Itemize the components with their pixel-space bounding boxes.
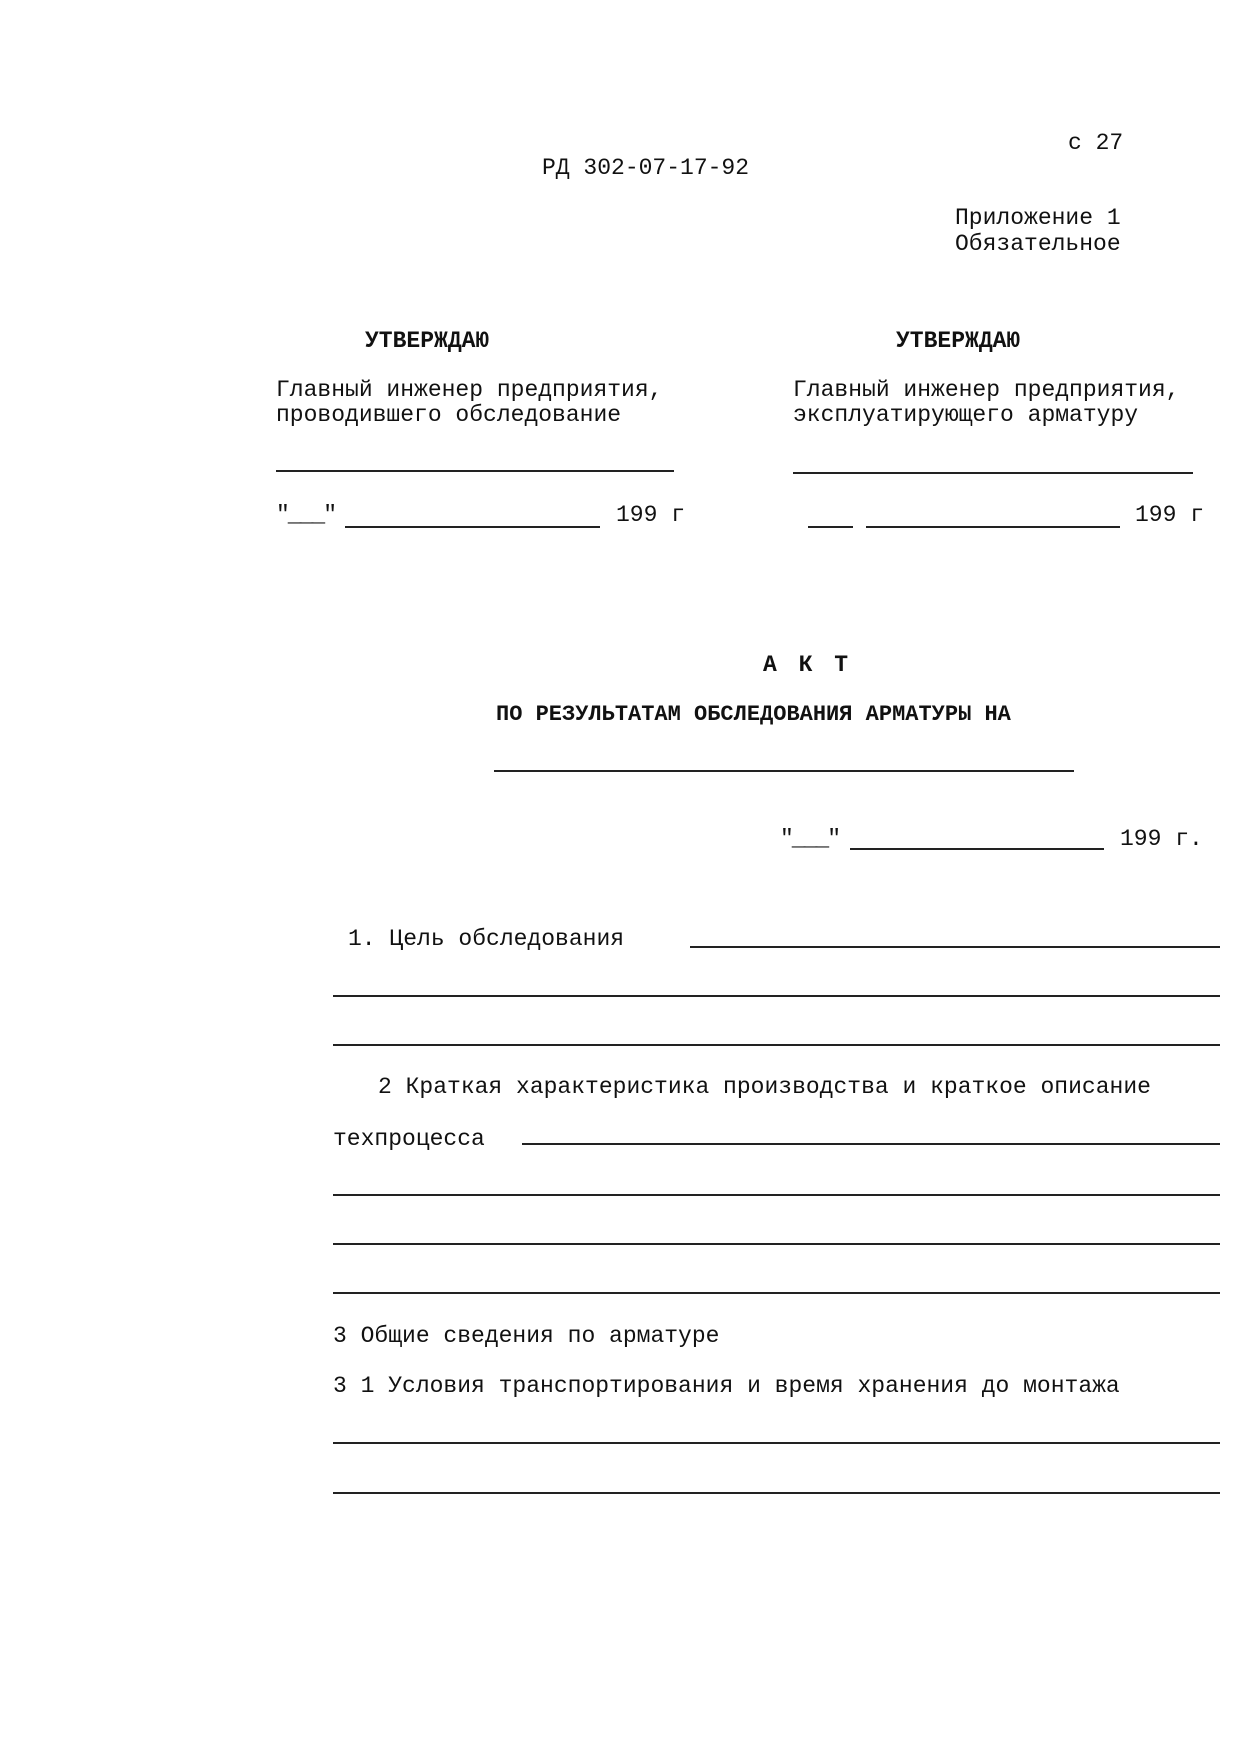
act-object-line xyxy=(494,770,1074,772)
left-approval-line2: проводившего обследование xyxy=(276,402,622,428)
left-date-quotes: "___" xyxy=(276,502,336,528)
act-subtitle: ПО РЕЗУЛЬТАТАМ ОБСЛЕДОВАНИЯ АРМАТУРЫ НА xyxy=(496,702,1011,727)
section-1-label: 1. Цель обследования xyxy=(348,926,625,952)
right-approval-line2: эксплуатирующего арматуру xyxy=(793,402,1139,428)
appendix-label: Приложение 1 xyxy=(955,205,1121,231)
section-1-fill-line xyxy=(690,946,1220,948)
act-date-line xyxy=(850,848,1104,850)
left-year: 199 г xyxy=(616,502,686,528)
right-date-line xyxy=(866,526,1120,528)
right-day-line xyxy=(808,526,853,528)
section-3-1-label: 3 1 Условия транспортирования и время хранения до монтажа xyxy=(333,1373,1120,1399)
section-3-label: 3 Общие сведения по арматуре xyxy=(333,1323,720,1349)
right-approval-heading: УТВЕРЖДАЮ xyxy=(896,328,1021,354)
section-2-line-3 xyxy=(333,1243,1220,1245)
right-approval-line1: Главный инженер предприятия, xyxy=(793,377,1180,403)
doc-code: РД 302-07-17-92 xyxy=(542,155,750,181)
section-2-line-4 xyxy=(333,1292,1220,1294)
act-year: 199 г. xyxy=(1120,826,1203,852)
right-signature-line xyxy=(793,472,1193,474)
right-year: 199 г xyxy=(1135,502,1205,528)
appendix-type: Обязательное xyxy=(955,231,1121,257)
section-3-1-line-1 xyxy=(333,1442,1220,1444)
page-number: с 27 xyxy=(1068,130,1124,156)
left-approval-heading: УТВЕРЖДАЮ xyxy=(365,328,490,354)
section-1-line-3 xyxy=(333,1044,1220,1046)
left-signature-line xyxy=(276,470,674,472)
section-3-1-line-2 xyxy=(333,1492,1220,1494)
section-2-line-2 xyxy=(333,1194,1220,1196)
act-title: А К Т xyxy=(763,652,853,678)
section-1-line-2 xyxy=(333,995,1220,997)
act-date-quotes: "___" xyxy=(780,826,840,852)
section-2-label: 2 Краткая характеристика производства и краткое описание xyxy=(378,1074,1151,1100)
section-2-fill-line xyxy=(522,1143,1220,1145)
section-2-continuation: техпроцесса xyxy=(333,1126,485,1152)
left-date-line xyxy=(345,526,600,528)
left-approval-line1: Главный инженер предприятия, xyxy=(276,377,663,403)
